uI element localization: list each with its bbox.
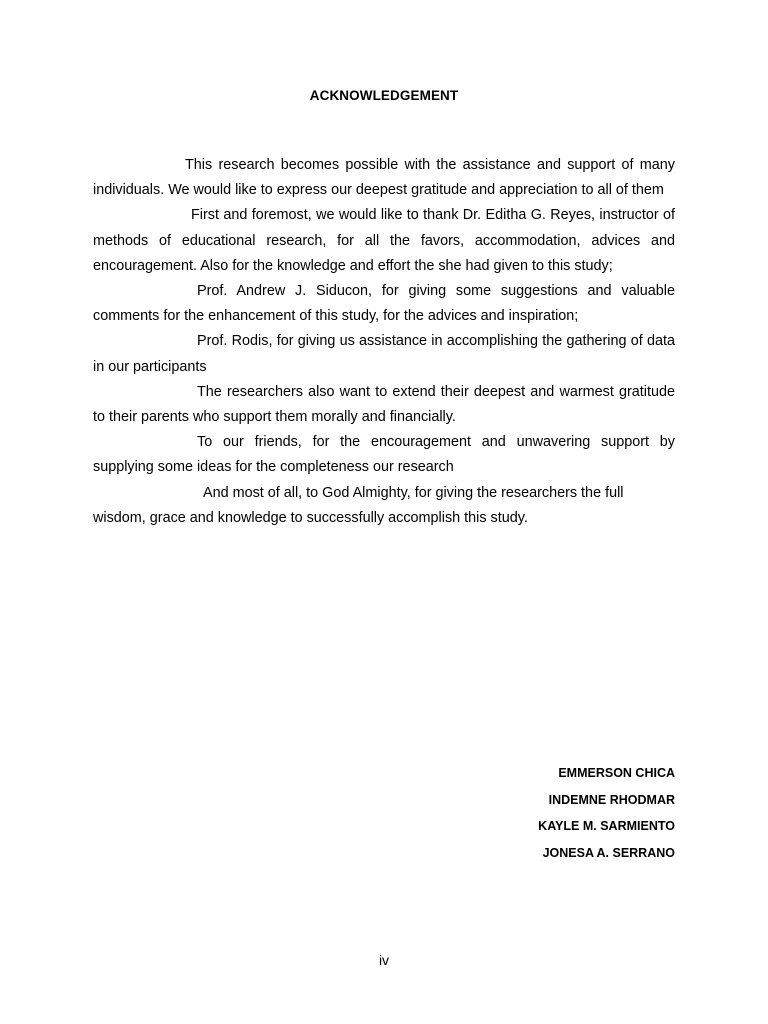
signatory-name: JONESA A. SERRANO <box>542 845 675 860</box>
signatory-name: KAYLE M. SARMIENTO <box>538 819 675 833</box>
signatory-list <box>538 760 675 866</box>
acknowledgement-body <box>93 153 675 531</box>
paragraph-instructor-thanks: First and foremost, we would like to thank Dr. Editha G. Reyes, instructor of methods of educational research, for all the favors, accommodation, advices and encouragement. Also for the knowledge and effort the she had given to this study; <box>93 207 675 274</box>
paragraph-parents: The researchers also want to extend their deepest and warmest gratitude to their parents who support them morally and financially. <box>93 383 675 426</box>
paragraph-professor-siducon: Prof. Andrew J. Siducon, for giving some suggestions and valuable comments for the enhancement of this study, for the advices and inspiration; <box>93 283 675 325</box>
page-title: ACKNOWLEDGEMENT <box>309 88 459 103</box>
paragraph-god-almighty: And most of all, to God Almighty, for giving the researchers the full wisdom, grace and knowledge to successfully accomplish this study. <box>93 484 624 526</box>
signatory-name: INDEMNE RHODMAR <box>548 792 675 807</box>
signatory-name: EMMERSON CHICA <box>558 766 675 780</box>
paragraph-intro: This research becomes possible with the assistance and support of many individuals. We would like to express our deepest gratitude and appreciation to all of them <box>93 157 675 199</box>
page-number: iv <box>378 952 390 968</box>
paragraph-professor-rodis: Prof. Rodis, for giving us assistance in accomplishing the gathering of data in our participants <box>93 333 675 375</box>
paragraph-friends: To our friends, for the encouragement and unwavering support by supplying some ideas for the completeness our research <box>93 434 675 476</box>
